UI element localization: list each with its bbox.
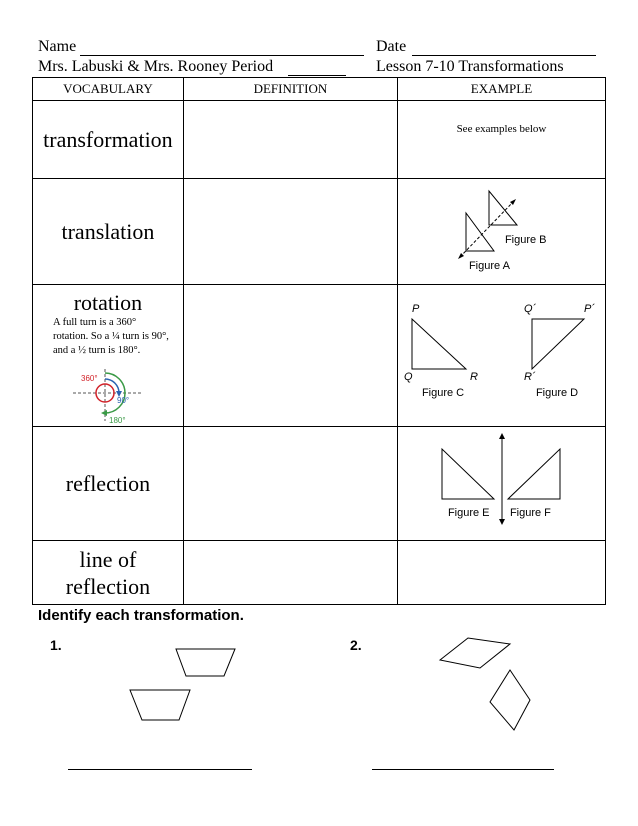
example-note: See examples below xyxy=(456,123,547,135)
term-line-of-reflection-line1: line of xyxy=(79,546,137,572)
question-1-figure xyxy=(120,640,250,730)
term-transformation: transformation xyxy=(33,101,184,179)
name-blank[interactable] xyxy=(80,41,364,56)
example-cell xyxy=(397,101,605,179)
table-row xyxy=(33,541,606,605)
definition-cell[interactable] xyxy=(183,101,397,179)
term-line-of-reflection xyxy=(33,541,184,605)
date-label: Date xyxy=(376,38,407,55)
term-translation: translation xyxy=(33,179,184,285)
example-cell xyxy=(397,285,605,427)
deg-180-label: 180° xyxy=(109,416,126,425)
table-row xyxy=(33,285,606,427)
rotation-note-line: A full turn is a 360° xyxy=(53,317,137,328)
table-row xyxy=(33,427,606,541)
column-header-vocabulary: VOCABULARY xyxy=(33,78,184,101)
point-p-label: P xyxy=(411,303,420,315)
definition-cell[interactable] xyxy=(183,285,397,427)
deg-360-label: 360° xyxy=(81,374,98,383)
figure-b-label: Figure B xyxy=(504,234,547,246)
answer-1-blank[interactable] xyxy=(68,768,252,770)
example-cell xyxy=(397,541,605,605)
example-cell xyxy=(397,179,605,285)
table-row xyxy=(33,101,606,179)
figure-d-label: Figure D xyxy=(535,387,579,399)
term-line-of-reflection-line2: reflection xyxy=(65,573,151,599)
figure-f-label: Figure F xyxy=(509,507,551,519)
teachers-period-label: Mrs. Labuski & Mrs. Rooney Period xyxy=(38,58,274,75)
column-header-example: EXAMPLE xyxy=(397,78,605,101)
exercise-title: Identify each transformation. xyxy=(38,607,244,624)
reflection-figure xyxy=(398,427,606,541)
point-p-prime-label: P´ xyxy=(583,303,595,315)
rotation-note-line: rotation. So a ¼ turn is 90°, xyxy=(53,331,169,342)
term-reflection: reflection xyxy=(33,427,184,541)
figure-c-label: Figure C xyxy=(421,387,465,399)
question-1-number: 1. xyxy=(50,637,62,653)
figure-e-label: Figure E xyxy=(447,507,490,519)
point-q-prime-label: Q´ xyxy=(523,303,537,315)
deg-90-label: 90° xyxy=(117,396,130,405)
term-cell-rotation xyxy=(33,285,184,427)
definition-cell[interactable] xyxy=(183,179,397,285)
name-label: Name xyxy=(38,38,77,55)
column-header-definition: DEFINITION xyxy=(183,78,397,101)
rotation-note xyxy=(53,316,183,358)
period-blank[interactable] xyxy=(288,61,346,76)
term-rotation: rotation xyxy=(73,290,143,315)
date-blank[interactable] xyxy=(412,41,596,56)
table-row xyxy=(33,179,606,285)
vocabulary-table xyxy=(32,77,606,605)
point-q-label: Q xyxy=(403,371,413,383)
point-r-prime-label: R´ xyxy=(523,371,536,383)
question-2-number: 2. xyxy=(350,637,362,653)
rotation-note-line: and a ½ turn is 180°. xyxy=(53,345,141,356)
lesson-title: Lesson 7-10 Transformations xyxy=(376,58,564,75)
example-cell xyxy=(397,427,605,541)
definition-cell[interactable] xyxy=(183,427,397,541)
definition-cell[interactable] xyxy=(183,541,397,605)
question-2-figure xyxy=(430,630,540,740)
figure-a-label: Figure A xyxy=(468,260,510,272)
point-r-label: R xyxy=(469,371,478,383)
rotation-example-figure xyxy=(398,285,606,427)
rotation-angle-diagram xyxy=(33,355,183,425)
answer-2-blank[interactable] xyxy=(372,768,554,770)
